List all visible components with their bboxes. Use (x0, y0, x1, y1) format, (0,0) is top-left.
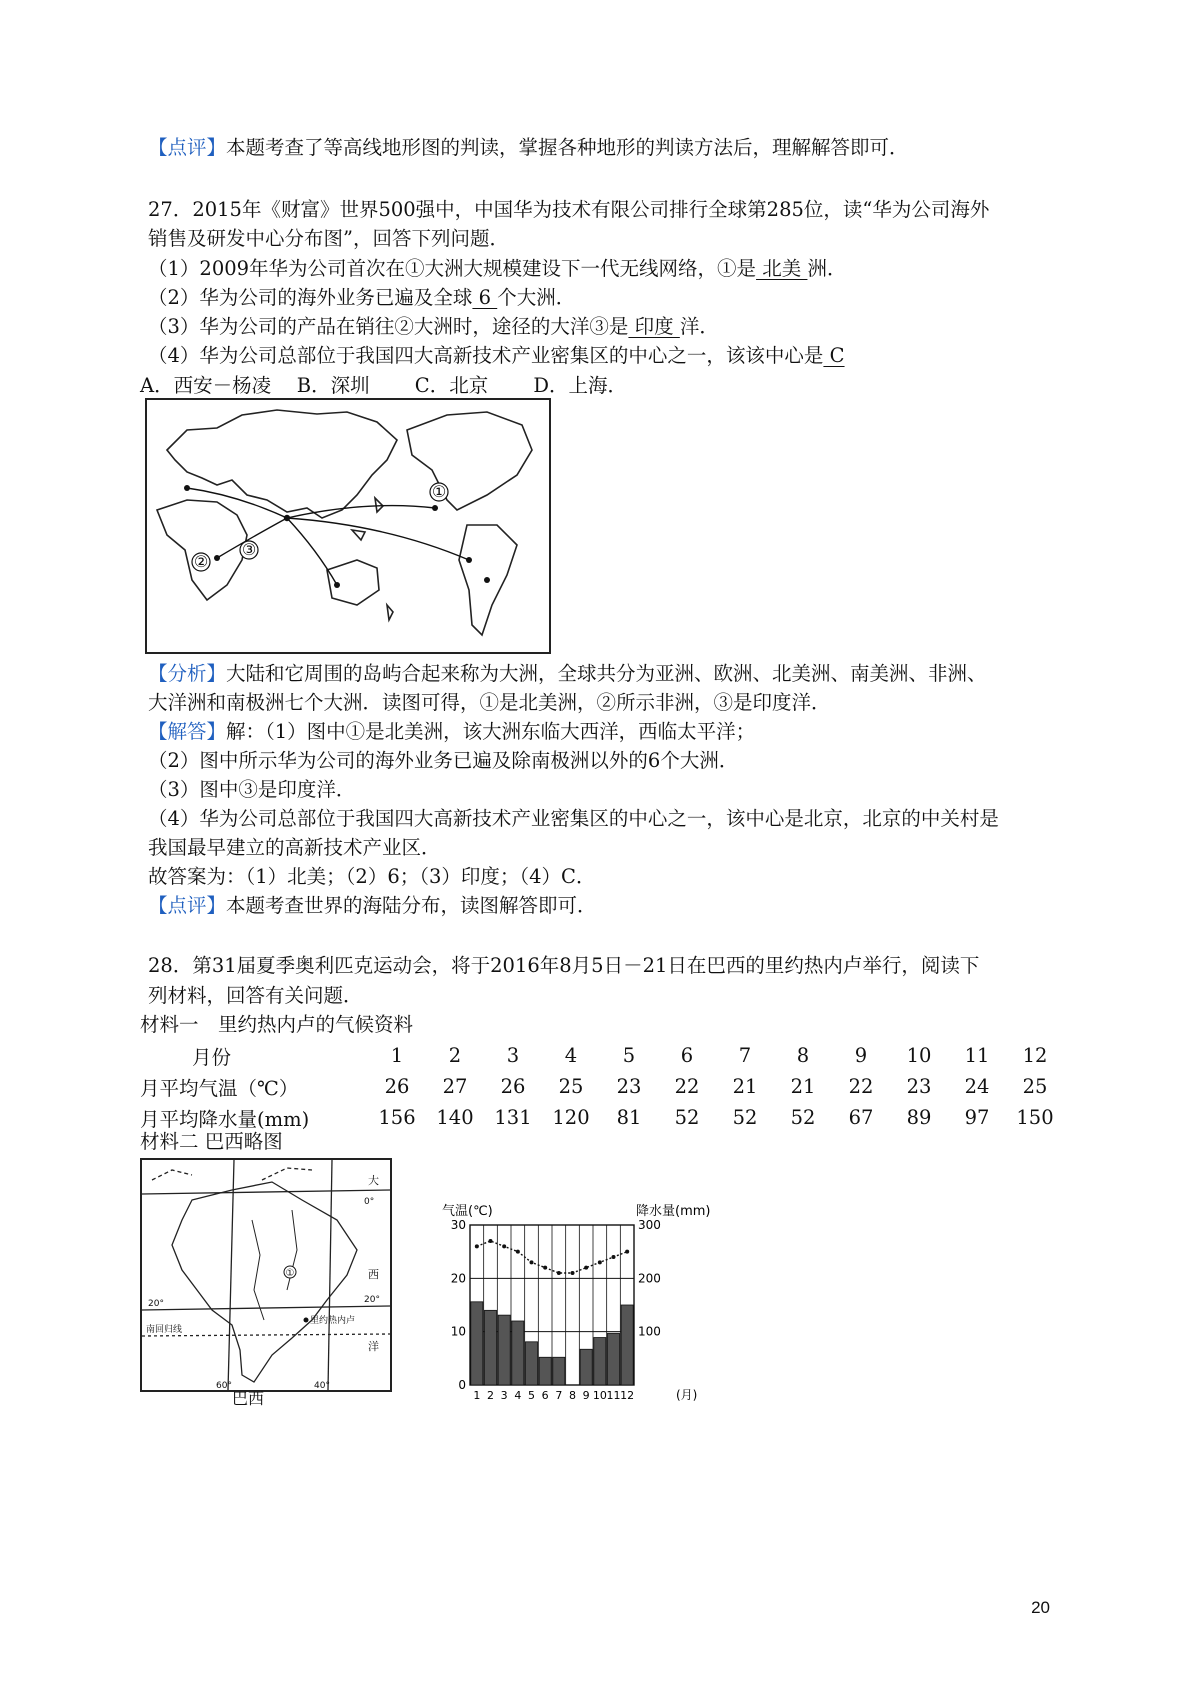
world-map (145, 398, 551, 654)
table-cell: 10 (906, 1044, 932, 1067)
chart-bar (512, 1321, 524, 1385)
table-cell: 131 (494, 1106, 532, 1129)
q27-part4-text: （4）华为公司总部位于我国四大高新技术产业密集区的中心之一，该该中心是 (148, 344, 824, 367)
chart-left-tick: 0 (458, 1378, 466, 1392)
chart-x-tick: 6 (541, 1389, 549, 1402)
chart-x-tick: 4 (514, 1389, 522, 1402)
q27-part3-suffix: 洋． (679, 315, 719, 338)
solution-text: 解：（1）图中①是北美洲，该大洲东临大西洋，西临太平洋； (226, 720, 756, 743)
table-cell: 27 (442, 1075, 468, 1098)
brazil-map-drawing (142, 1160, 390, 1390)
q27-part4-answer: C (823, 344, 845, 367)
table-cell: 24 (964, 1075, 990, 1098)
q27-intro-line1: 27．2015年《财富》世界500强中，中国华为技术有限公司排行全球第285位，读“华为公司海外 (148, 198, 990, 221)
q27-part2 (148, 282, 575, 310)
q28-intro-line2: 列材料，回答有关问题． (148, 984, 363, 1007)
q27-analysis-line1 (148, 658, 987, 686)
chart-bar (607, 1333, 619, 1385)
q27-solution-line2: （2）图中所示华为公司的海外业务已遍及除南极洲以外的6个大洲． (148, 749, 739, 772)
table-cell: 3 (506, 1044, 520, 1067)
table-cell: 22 (848, 1075, 874, 1098)
q27-analysis-line2: 大洋洲和南极洲七个大洲．读图可得，①是北美洲，②所示非洲，③是印度洋． (148, 691, 831, 714)
q27-review (148, 890, 597, 918)
q27-solution-line4: （4）华为公司总部位于我国四大高新技术产业密集区的中心之一，该中心是北京，北京的中关村是 (148, 807, 999, 830)
brazil-label-20deg-left: 20° (148, 1299, 164, 1309)
table-cell: 150 (1016, 1106, 1054, 1129)
table-cell: 9 (854, 1044, 868, 1067)
chart-left-tick: 20 (450, 1271, 466, 1286)
chart-right-tick: 100 (638, 1324, 661, 1339)
world-map-drawing (147, 400, 549, 652)
table-cell: 22 (674, 1075, 700, 1098)
chart-bar (498, 1315, 510, 1385)
table-cell: 81 (616, 1106, 642, 1129)
q27-part3-answer: 印度 (628, 315, 680, 338)
brazil-label-xi: 西 (368, 1268, 379, 1281)
table-cell: 4 (564, 1044, 578, 1067)
review-tag-27: 【点评】 (148, 894, 227, 917)
chart-x-tick: 7 (555, 1389, 563, 1402)
table-row-label: 月平均降水量(mm) (140, 1107, 310, 1131)
chart-point (502, 1244, 506, 1248)
chart-point (598, 1260, 602, 1264)
chart-point (612, 1255, 616, 1259)
table-cell: 21 (732, 1075, 758, 1098)
table-cell: 97 (964, 1106, 990, 1129)
q27-part3 (148, 311, 719, 339)
chart-point (584, 1266, 588, 1270)
table-cell: 23 (616, 1075, 642, 1098)
table-cell: 120 (552, 1106, 590, 1129)
table-cell: 21 (790, 1075, 816, 1098)
chart-right-axis-label: 降水量(mm) (636, 1204, 711, 1219)
review-text: 本题考查了等高线地形图的判读，掌握各种地形的判读方法后，理解解答即可． (226, 136, 909, 159)
chart-point (489, 1239, 493, 1243)
table-cell: 12 (1022, 1044, 1048, 1067)
chart-x-tick: 5 (528, 1389, 535, 1402)
q27-solution-line5: 我国最早建立的高新技术产业区． (148, 836, 441, 859)
chart-bar (525, 1342, 537, 1385)
map-label-2: ② (193, 552, 209, 571)
chart-left-tick: 10 (450, 1324, 466, 1339)
brazil-label-tropic: 南回归线 (146, 1325, 183, 1335)
chart-x-tick: 2 (487, 1389, 494, 1402)
q27-options: A．西安－杨凌 B．深圳 C．北京 D．上海． (140, 374, 628, 397)
table-cell: 67 (848, 1106, 874, 1129)
chart-x-tick: 9 (582, 1389, 590, 1402)
chart-point (475, 1244, 479, 1248)
review-text-27: 本题考查世界的海陆分布，读图解答即可． (226, 894, 597, 917)
chart-point (571, 1271, 575, 1275)
chart-bar (539, 1357, 551, 1385)
table-cell: 52 (790, 1106, 816, 1129)
table-row-temperature (140, 1071, 1064, 1102)
brazil-map-caption: 巴西 (232, 1389, 265, 1408)
q27-solution-line3: （3）图中③是印度洋． (148, 778, 356, 801)
chart-point (530, 1260, 534, 1264)
table-cell: 25 (1022, 1075, 1048, 1098)
table-cell: 8 (796, 1044, 810, 1067)
chart-bar (621, 1305, 633, 1385)
chart-x-tick: 12 (620, 1389, 635, 1402)
table-cell: 23 (906, 1075, 932, 1098)
brazil-marker: ① (285, 1268, 295, 1279)
q27-answer: 故答案为：（1）北美；（2）6；（3）印度；（4）C． (148, 865, 596, 888)
climate-table (140, 1040, 1064, 1133)
q27-part1-text: （1）2009年华为公司首次在①大洲大规模建设下一代无线网络，①是 (148, 257, 757, 280)
chart-right-tick: 200 (638, 1271, 661, 1286)
brazil-label-40deg: 40° (314, 1381, 330, 1390)
q27-intro-line2: 销售及研发中心分布图”，回答下列问题． (148, 227, 509, 250)
review-line-top (148, 132, 909, 160)
chart-bar (553, 1357, 565, 1385)
table-cell: 52 (674, 1106, 700, 1129)
review-tag: 【点评】 (148, 136, 227, 159)
brazil-label-yang: 洋 (368, 1340, 379, 1353)
q27-part4 (148, 340, 845, 368)
brazil-label-0deg: 0° (364, 1197, 375, 1207)
q28-material2: 材料二 巴西略图 (140, 1130, 283, 1153)
q28-intro-line1: 28．第31届夏季奥利匹克运动会，将于2016年8月5日－21日在巴西的里约热内卢举行，阅读下 (148, 954, 980, 977)
solution-tag: 【解答】 (148, 720, 227, 743)
q27-part3-text: （3）华为公司的产品在销往②大洲时，途径的大洋③是 (148, 315, 629, 338)
table-cell: 26 (500, 1075, 526, 1098)
chart-left-tick: 30 (450, 1218, 466, 1232)
chart-bar (580, 1349, 592, 1385)
brazil-label-da: 大 (368, 1174, 379, 1187)
table-cell: 6 (680, 1044, 694, 1067)
table-row-label: 月平均气温（℃） (140, 1076, 299, 1100)
table-cell: 26 (384, 1075, 410, 1098)
chart-point (625, 1250, 629, 1254)
climate-chart (440, 1195, 740, 1405)
table-cell: 11 (964, 1044, 990, 1067)
chart-bar (471, 1302, 483, 1385)
table-cell: 140 (436, 1106, 474, 1129)
q27-part1-answer: 北美 (756, 257, 808, 280)
brazil-label-rio: 里约热内卢 (310, 1316, 356, 1326)
analysis-text: 大陆和它周围的岛屿合起来称为大洲，全球共分为亚洲、欧洲、北美洲、南美洲、非洲、 (226, 662, 987, 685)
table-cell: 156 (378, 1106, 416, 1129)
brazil-label-60deg: 60° (216, 1381, 232, 1390)
chart-point (557, 1271, 561, 1275)
chart-bar (484, 1310, 496, 1385)
q27-solution-line1 (148, 716, 755, 744)
chart-x-unit: (月) (676, 1388, 698, 1402)
q27-part2-suffix: 个大洲． (497, 286, 576, 309)
table-cell: 5 (622, 1044, 636, 1067)
analysis-tag: 【分析】 (148, 662, 227, 685)
table-cell: 1 (390, 1044, 404, 1067)
chart-x-tick: 11 (606, 1389, 621, 1402)
chart-right-tick: 300 (638, 1218, 661, 1232)
brazil-map (140, 1158, 392, 1392)
table-cell: 7 (738, 1044, 752, 1067)
table-cell: 52 (732, 1106, 758, 1129)
table-cell: 25 (558, 1075, 584, 1098)
chart-bar (594, 1338, 606, 1385)
table-cell: 89 (906, 1106, 932, 1129)
chart-x-tick: 8 (569, 1389, 576, 1402)
q27-part1-suffix: 洲． (807, 257, 847, 280)
chart-point (543, 1266, 547, 1270)
chart-x-tick: 3 (500, 1389, 508, 1402)
q27-part1 (148, 253, 846, 281)
map-label-1: ① (431, 482, 447, 501)
chart-left-axis-label: 气温(℃) (442, 1204, 493, 1219)
map-label-3: ③ (241, 540, 257, 559)
q27-part2-text: （2）华为公司的海外业务已遍及全球 (148, 286, 473, 309)
q28-material1: 材料一 里约热内卢的气候资料 (140, 1013, 414, 1036)
chart-point (516, 1250, 520, 1254)
chart-x-tick: 10 (592, 1389, 607, 1402)
table-cell: 2 (448, 1044, 462, 1067)
table-row-months (140, 1040, 1064, 1071)
chart-x-tick: 1 (473, 1389, 481, 1402)
table-header-month: 月份 (192, 1045, 232, 1069)
q27-part2-answer: 6 (472, 286, 498, 309)
page-number: 20 (1031, 1598, 1050, 1617)
brazil-label-20deg-right: 20° (364, 1295, 380, 1305)
